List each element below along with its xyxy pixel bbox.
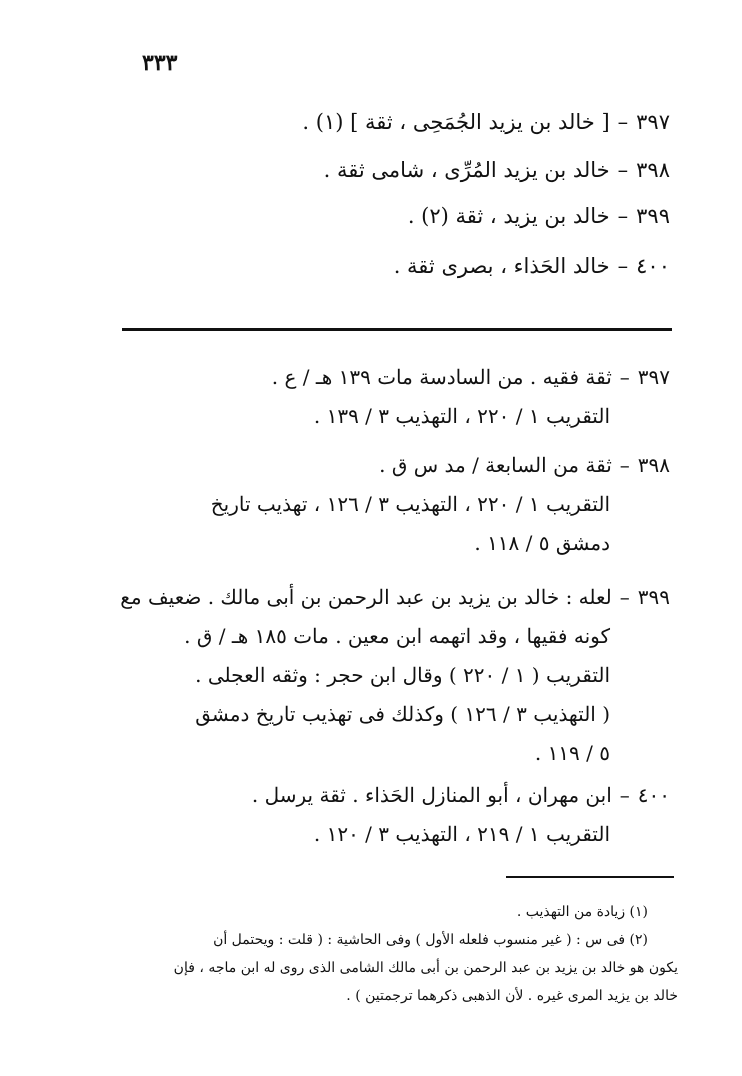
- entry-dash: –: [617, 158, 629, 182]
- note-dash: –: [619, 453, 630, 477]
- note-line: [118, 524, 670, 563]
- note-text: ابن مهران ، أبو المنازل الحَذاء . ثقة يرسل .: [251, 783, 612, 807]
- note-dash: –: [619, 783, 630, 807]
- entry-text: خالد بن يزيد ، ثقة (٢) .: [407, 204, 610, 228]
- footnote-1: (١) زيادة من التهذيب .: [516, 904, 648, 920]
- note-text: كونه فقيها ، وقد اتهمه ابن معين . مات ١٨٥ هـ / ق .: [184, 624, 610, 648]
- note-398: [118, 446, 670, 563]
- note-dash: –: [619, 365, 630, 389]
- entry-number: ٣٩٧: [636, 110, 670, 134]
- note-text: ٥ / ١١٩ .: [534, 741, 610, 765]
- entry-dash: –: [617, 254, 629, 278]
- entry-text: خالد بن يزيد المُرِّى ، شامى ثقة .: [323, 158, 610, 182]
- note-line: [118, 734, 670, 773]
- entry-399: [408, 204, 670, 228]
- note-text: ثقة فقيه . من السادسة مات ١٣٩ هـ / ع .: [271, 365, 612, 389]
- footnote-divider: [506, 876, 674, 878]
- note-line: [118, 485, 670, 524]
- note-line: [118, 617, 670, 656]
- entry-dash: –: [617, 110, 629, 134]
- note-line: [118, 446, 670, 485]
- section-divider: [122, 328, 672, 331]
- note-dash: –: [619, 585, 630, 609]
- note-line: [118, 656, 670, 695]
- note-line: [118, 695, 670, 734]
- entry-number: ٣٩٨: [636, 158, 670, 182]
- footnote-2-continued: خالد بن يزيد المرى غيره . لأن الذهبى ذكرهما ترجمتين ) .: [346, 988, 678, 1004]
- note-number: ٤٠٠: [637, 783, 670, 807]
- note-text: لعله : خالد بن يزيد بن عبد الرحمن بن أبى مالك . ضعيف مع: [120, 585, 612, 609]
- entry-text: [ خالد بن يزيد الجُمَحِى ، ثقة ] (١) .: [302, 110, 610, 134]
- note-number: ٣٩٩: [637, 585, 670, 609]
- entry-number: ٤٠٠: [636, 254, 670, 278]
- entry-number: ٣٩٩: [636, 204, 670, 228]
- note-line: [118, 815, 670, 854]
- note-text: دمشق ٥ / ١١٨ .: [474, 531, 610, 555]
- page-number: ٣٣٣: [142, 50, 178, 76]
- entry-398: [324, 158, 670, 182]
- footnote-2: (٢) فى س : ( غير منسوب فلعله الأول ) وفى الحاشية : ( قلت : ويحتمل أن: [213, 932, 648, 948]
- note-number: ٣٩٨: [637, 453, 670, 477]
- entry-400: [394, 254, 670, 278]
- note-line: [118, 358, 670, 397]
- note-text: التقريب ١ / ٢٢٠ ، التهذيب ٣ / ١٣٩ .: [313, 404, 610, 428]
- note-line: [118, 776, 670, 815]
- note-399: [118, 578, 670, 773]
- entry-dash: –: [617, 204, 629, 228]
- footnote-2-continued: يكون هو خالد بن يزيد بن عبد الرحمن بن أبى مالك الشامى الذى روى له ابن ماجه ، فإن: [173, 960, 678, 976]
- note-text: التقريب ١ / ٢٢٠ ، التهذيب ٣ / ١٢٦ ، تهذيب تاريخ: [210, 492, 610, 516]
- entry-text: خالد الحَذاء ، بصرى ثقة .: [393, 254, 610, 278]
- note-text: ( التهذيب ٣ / ١٢٦ ) وكذلك فى تهذيب تاريخ دمشق: [195, 702, 610, 726]
- note-text: التقريب ١ / ٢١٩ ، التهذيب ٣ / ١٢٠ .: [313, 822, 610, 846]
- note-line: [118, 578, 670, 617]
- note-number: ٣٩٧: [637, 365, 670, 389]
- note-397: [118, 358, 670, 436]
- note-line: [118, 397, 670, 436]
- note-text: التقريب ( ١ / ٢٢٠ ) وقال ابن حجر : وثقه العجلى .: [195, 663, 610, 687]
- footnotes: [62, 898, 678, 1010]
- note-text: ثقة من السابعة / مد س ق .: [379, 453, 612, 477]
- note-400: [118, 776, 670, 854]
- entry-397: [302, 110, 670, 134]
